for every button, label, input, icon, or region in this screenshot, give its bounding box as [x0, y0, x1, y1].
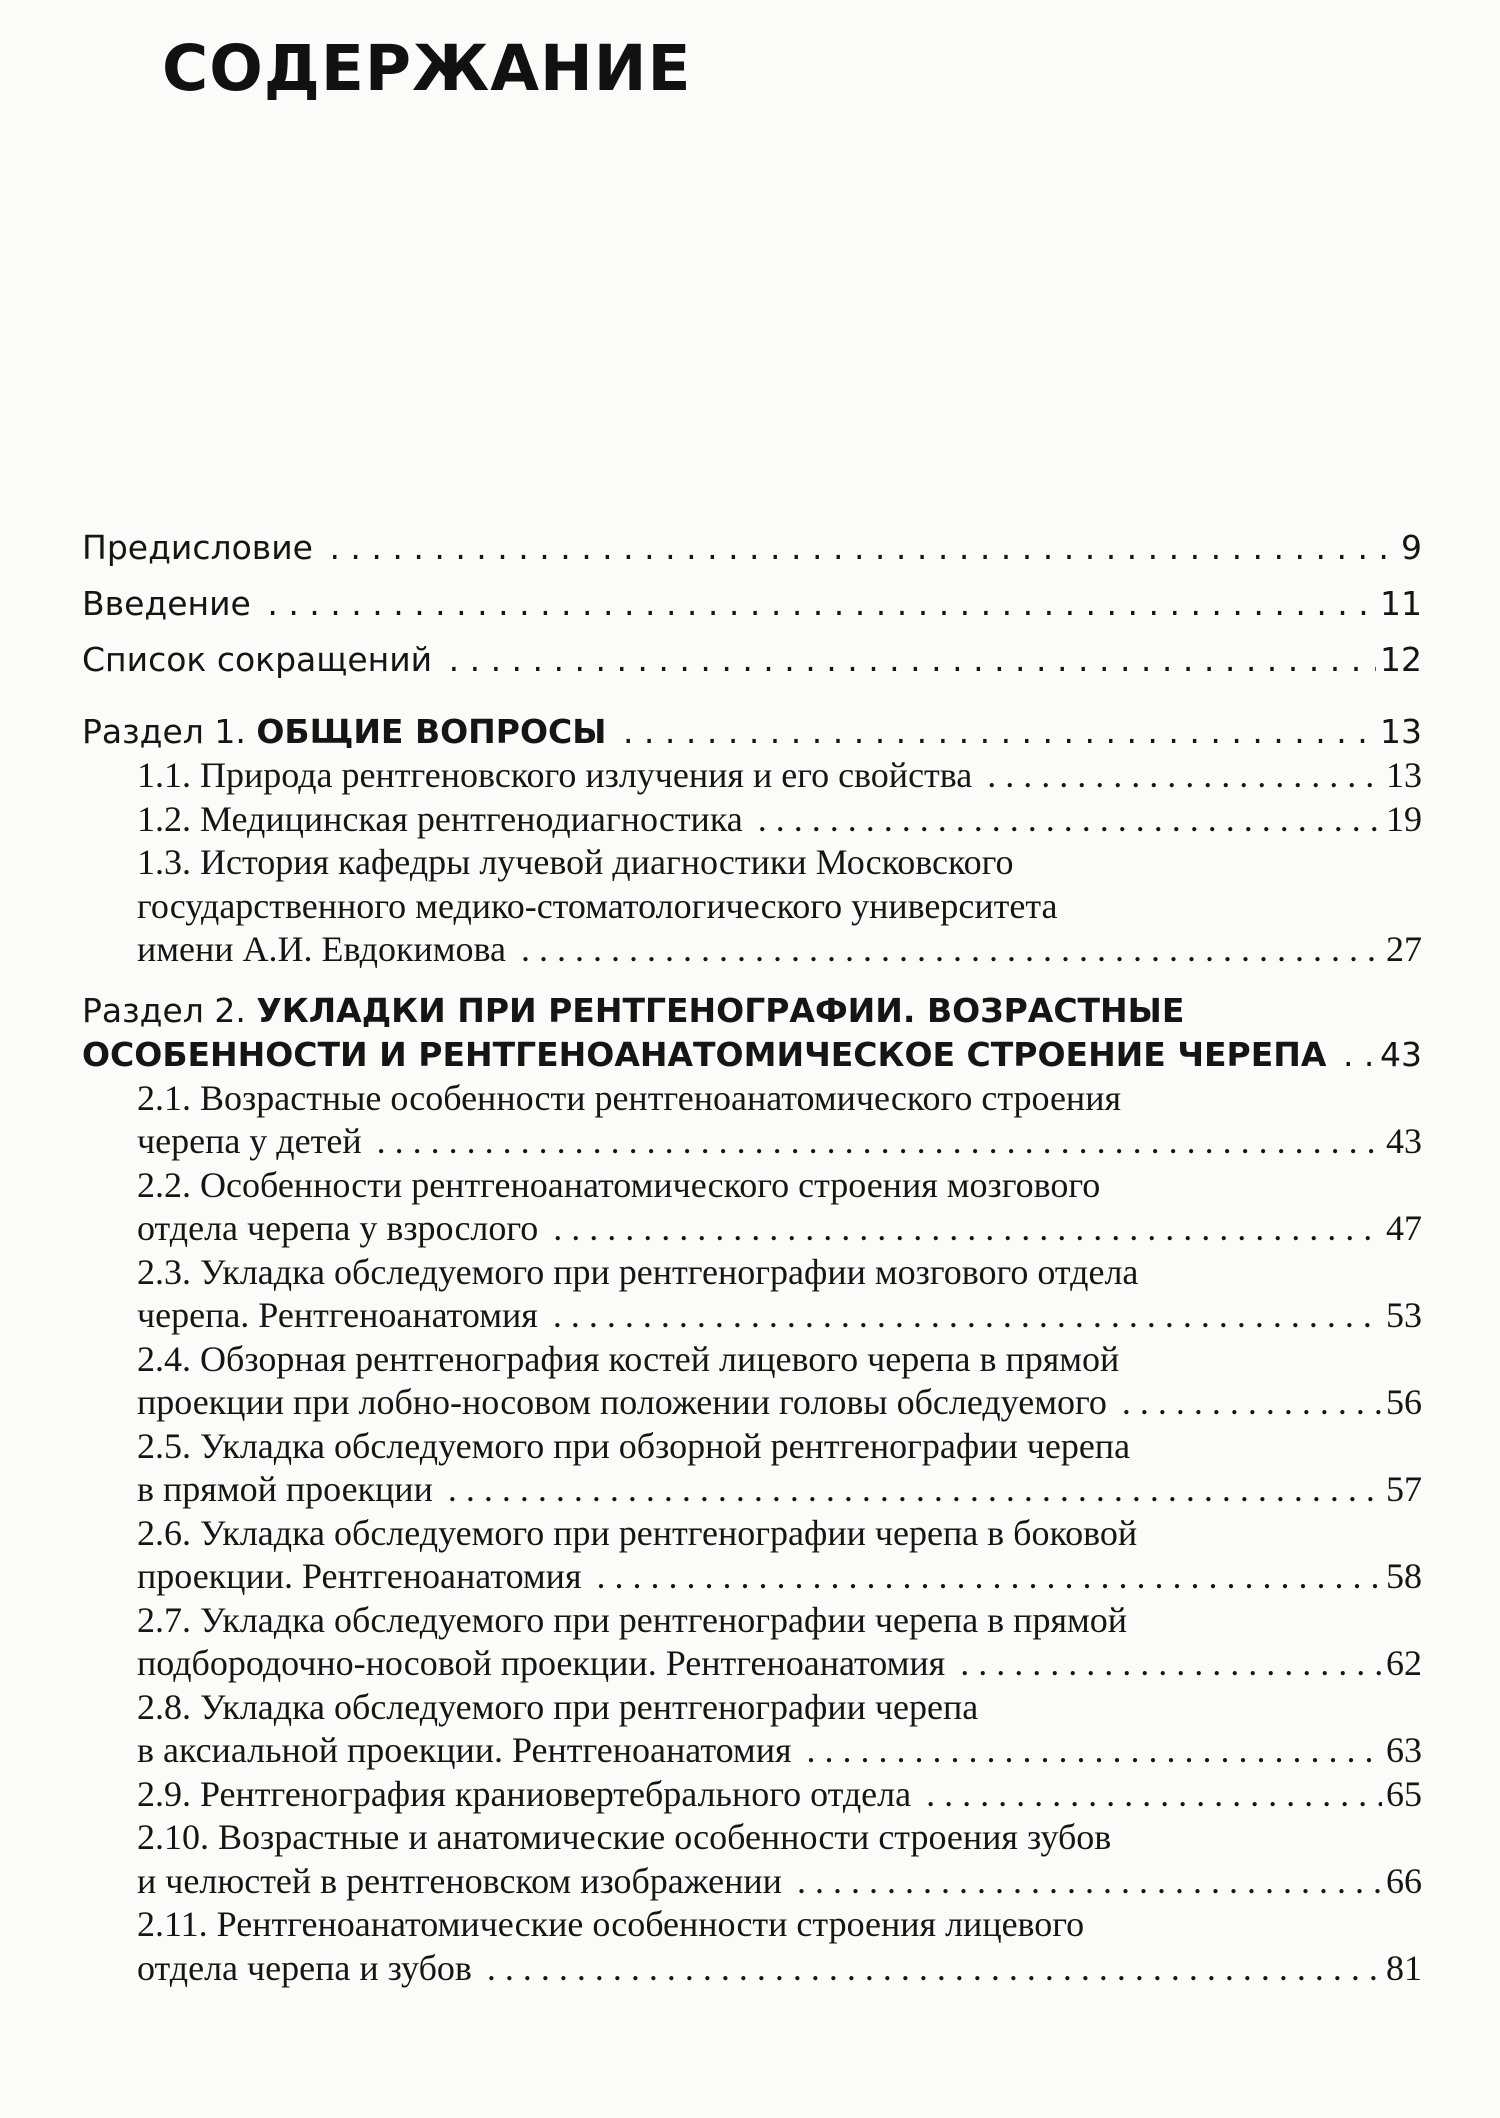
toc-page-number: 43	[1382, 1120, 1422, 1164]
toc-entry-label: черепа у детей	[137, 1121, 368, 1161]
toc-subentry	[137, 1077, 1422, 1164]
toc-entry-label: 1.3. История кафедры лучевой диагностики Московского	[137, 842, 1014, 882]
toc-subentry	[137, 1512, 1422, 1599]
toc-entry-label: 2.2. Особенности рентгеноанатомического строения мозгового	[137, 1164, 1101, 1205]
toc-entry-label: в прямой проекции	[137, 1469, 439, 1509]
section-heading-2	[82, 989, 1422, 1077]
toc-entry-label: 2.5. Укладка обследуемого при обзорной рентгенографии черепа	[137, 1425, 1131, 1466]
toc-entry-label: отдела черепа и зубов	[137, 1948, 478, 1988]
toc-page-number: 43	[1376, 1033, 1422, 1077]
toc-entry-label: Предисловие	[82, 528, 319, 567]
toc-subentry	[137, 1164, 1422, 1251]
section-prefix: Раздел 2.	[82, 990, 246, 1030]
section-title: УКЛАДКИ ПРИ РЕНТГЕНОГРАФИИ. ВОЗРАСТНЫЕ	[256, 990, 1185, 1030]
toc-page-number: 65	[1382, 1773, 1422, 1817]
toc-entry-label: в аксиальной проекции. Рентгеноанатомия	[137, 1730, 798, 1770]
toc-subentry	[137, 798, 1422, 842]
toc-entry-label: 2.8. Укладка обследуемого при рентгенографии черепа	[137, 1686, 979, 1727]
section-title: ОБЩИЕ ВОПРОСЫ	[256, 712, 607, 751]
section-prefix: Раздел 1.	[82, 712, 246, 751]
toc-entry-label: 2.1. Возрастные особенности рентгеноанатомического строения	[137, 1077, 1122, 1118]
toc-page-number: 13	[1376, 710, 1422, 754]
section-2-items	[137, 1077, 1422, 1991]
toc-entry-label: Введение	[82, 584, 257, 623]
toc-entry-label: 2.10. Возрастные и анатомические особенности строения зубов	[137, 1817, 1112, 1857]
toc-entry-label: проекции. Рентгеноанатомия	[137, 1556, 588, 1596]
toc-subentry	[137, 1599, 1422, 1686]
toc-entry-label: отдела черепа у взрослого	[137, 1208, 544, 1248]
toc-entry-label: имени А.И. Евдокимова	[137, 929, 512, 969]
toc-entry-label: 2.11. Рентгеноанатомические особенности строения лицевого	[137, 1904, 1085, 1944]
toc-page-number: 57	[1382, 1468, 1422, 1512]
toc-subentry	[137, 1903, 1422, 1990]
toc-subentry	[137, 754, 1422, 798]
toc-subentry	[137, 841, 1422, 972]
toc-page-number: 9	[1397, 520, 1422, 576]
toc-page-number: 56	[1382, 1381, 1422, 1425]
toc-page-number: 47	[1382, 1207, 1422, 1251]
toc-entry-label: 1.1. Природа рентгеновского излучения и его свойства	[137, 755, 978, 795]
toc-page-number: 27	[1382, 928, 1422, 972]
toc-subentry	[137, 1816, 1422, 1903]
toc-entry-preface	[82, 520, 1422, 576]
toc-page-number: 12	[1376, 632, 1422, 688]
toc-page-number: 58	[1382, 1555, 1422, 1599]
table-of-contents	[82, 520, 1422, 1990]
page-title: СОДЕРЖАНИЕ	[162, 32, 692, 105]
toc-subentry	[137, 1686, 1422, 1773]
toc-entry-introduction	[82, 576, 1422, 632]
section-title: ОСОБЕННОСТИ И РЕНТГЕНОАНАТОМИЧЕСКОЕ СТРОЕНИЕ ЧЕРЕПА	[82, 1035, 1332, 1074]
toc-page-number: 53	[1382, 1294, 1422, 1338]
toc-subentry	[137, 1425, 1422, 1512]
toc-entry-label: подбородочно-носовой проекции. Рентгеноанатомия	[137, 1643, 951, 1683]
toc-entry-label: 2.9. Рентгенография краниовертебрального отдела	[137, 1774, 917, 1814]
section-1-items	[137, 754, 1422, 972]
toc-entry-label: 1.2. Медицинская рентгенодиагностика	[137, 799, 749, 839]
toc-entry-label: 2.4. Обзорная рентгенография костей лицевого черепа в прямой	[137, 1338, 1120, 1379]
toc-page-number: 62	[1382, 1642, 1422, 1686]
section-heading-1	[82, 710, 1422, 754]
toc-subentry	[137, 1773, 1422, 1817]
toc-page-number: 63	[1382, 1729, 1422, 1773]
toc-entry-abbreviations	[82, 632, 1422, 688]
toc-entry-label: Список сокращений	[82, 640, 438, 679]
toc-entry-label: 2.3. Укладка обследуемого при рентгенографии мозгового отдела	[137, 1251, 1139, 1292]
toc-page-number: 81	[1382, 1947, 1422, 1991]
toc-page-number: 19	[1382, 798, 1422, 842]
toc-entry-label: черепа. Рентгеноанатомия	[137, 1295, 544, 1335]
toc-entry-label: государственного медико-стоматологического университета	[137, 885, 1058, 926]
toc-entry-label: 2.6. Укладка обследуемого при рентгенографии черепа в боковой	[137, 1512, 1138, 1553]
toc-page-number: 11	[1376, 576, 1422, 632]
toc-page-number: 13	[1382, 754, 1422, 798]
toc-page-number: 66	[1382, 1860, 1422, 1904]
toc-entry-label: 2.7. Укладка обследуемого при рентгенографии черепа в прямой	[137, 1599, 1128, 1640]
toc-entry-label: проекции при лобно-носовом положении головы обследуемого	[137, 1382, 1113, 1422]
toc-subentry	[137, 1251, 1422, 1338]
toc-subentry	[137, 1338, 1422, 1425]
toc-entry-label: и челюстей в рентгеновском изображении	[137, 1861, 788, 1901]
